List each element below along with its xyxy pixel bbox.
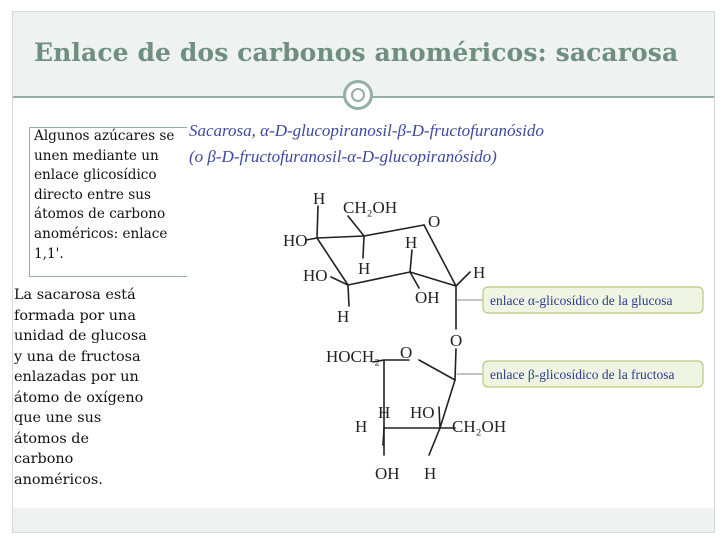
- figure-name-line-1: Sacarosa, α-D-glucopiranosil-β-D-fructofuranósido: [189, 121, 544, 140]
- glucose-ring-o: O: [428, 212, 441, 231]
- bridge-oxygen: O: [450, 331, 463, 350]
- glucose-bond: [424, 225, 456, 286]
- glucose-bond: [348, 285, 349, 306]
- figure-name-line-2: (o β-D-fructofuranosil-α-D-glucopiranósido): [189, 147, 497, 166]
- glucose-bond: [456, 272, 470, 286]
- fructose-hoch2: HOCH₂: [326, 347, 381, 366]
- glucose-h-inner: H: [358, 259, 371, 278]
- fructose-bond: [439, 407, 440, 428]
- fructose-h-left: H: [355, 417, 368, 436]
- glucose-bond: [410, 250, 412, 272]
- beta-bond-callout-label: enlace β-glicosídico de la fructosa: [490, 367, 675, 382]
- glucose-bond: [317, 206, 318, 238]
- glucose-h-bottom: H: [337, 307, 350, 326]
- intro-text: Algunos azúcares se unen mediante un enlace glicosídico directo entre sus átomos de carbono anoméricos: enlace 1,1'.: [34, 128, 175, 262]
- fructose-ho-right: HO: [410, 403, 435, 422]
- fructose-h-bottom: H: [424, 464, 437, 483]
- glucose-ho-left: HO: [283, 231, 308, 250]
- glucose-bond: [317, 236, 364, 238]
- glucose-h-anomeric: H: [473, 263, 486, 282]
- fructose-bond: [419, 360, 455, 380]
- body-text: La sacarosa está formada por una unidad de glucosa y una de fructosa enlazadas por un átomo de oxígeno que une sus átomos de carbono anoméricos.: [14, 287, 147, 488]
- slide-title: Enlace de dos carbonos anoméricos: sacarosa: [34, 38, 679, 67]
- fructose-ring-o: O: [400, 343, 413, 362]
- alpha-bond-callout-label: enlace α-glicosídico de la glucosa: [490, 293, 673, 308]
- glucose-h-right: H: [405, 233, 418, 252]
- glucose-top-h: H: [313, 189, 326, 208]
- glucose-bond: [363, 236, 364, 258]
- fructose-bond: [429, 428, 440, 455]
- glucose-bond: [348, 216, 364, 236]
- fructose-oh-bottom: OH: [375, 464, 400, 483]
- fructose-bond: [455, 349, 456, 380]
- glucose-ch2oh: CH₂OH: [343, 198, 398, 217]
- glucose-ho-bottom: HO: [303, 266, 328, 285]
- glucose-oh-bottom: OH: [415, 288, 440, 307]
- fructose-ch2oh: CH₂OH: [452, 417, 507, 436]
- fructose-h-left-top: H: [378, 403, 391, 422]
- glucose-bond: [306, 238, 317, 240]
